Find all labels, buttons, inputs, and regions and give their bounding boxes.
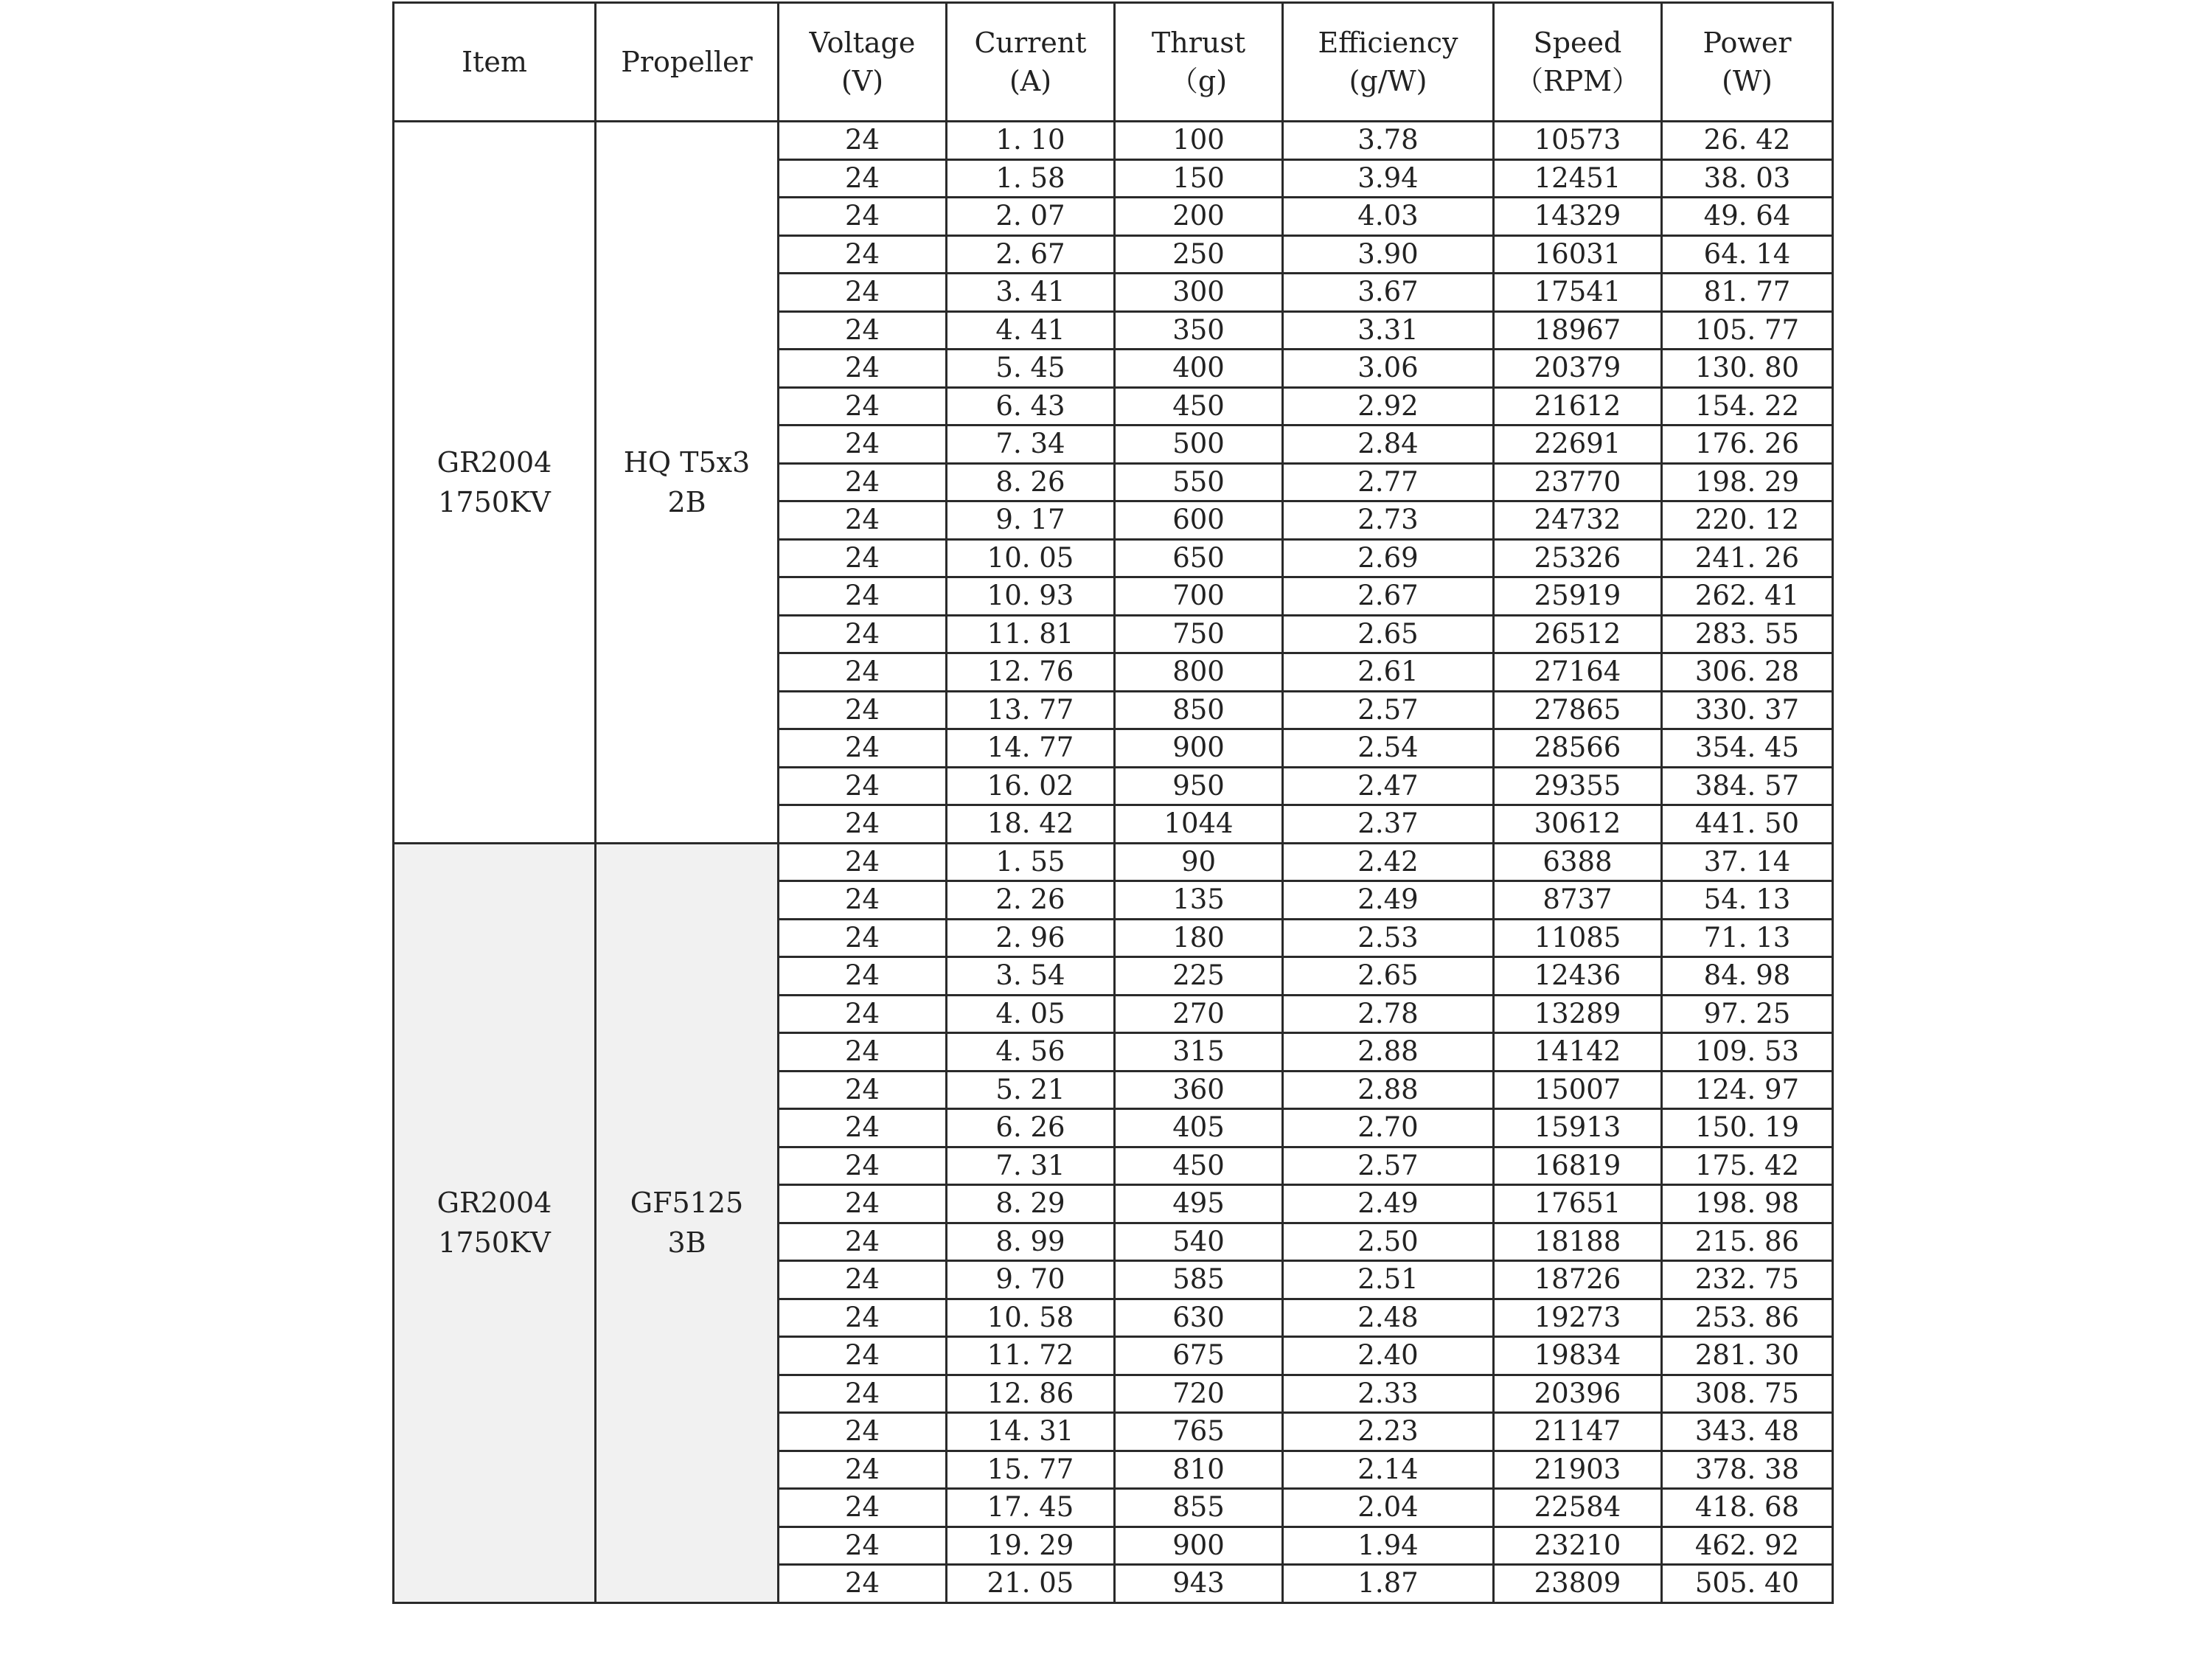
thrust-cell: 943	[1115, 1565, 1283, 1603]
power-cell: 154. 22	[1662, 387, 1833, 426]
current-cell: 5. 45	[947, 350, 1115, 388]
table-body	[394, 122, 1833, 1603]
power-cell: 308. 75	[1662, 1375, 1833, 1413]
current-cell: 13. 77	[947, 691, 1115, 729]
power-cell: 38. 03	[1662, 159, 1833, 198]
speed-cell: 28566	[1494, 729, 1662, 768]
speed-cell: 22691	[1494, 426, 1662, 464]
speed-cell: 18726	[1494, 1261, 1662, 1299]
efficiency-cell: 2.37	[1283, 805, 1494, 844]
power-cell: 49. 64	[1662, 198, 1833, 236]
thrust-cell: 675	[1115, 1337, 1283, 1375]
item-label: 1750KV	[438, 485, 551, 518]
thrust-cell: 400	[1115, 350, 1283, 388]
voltage-cell: 24	[779, 311, 947, 350]
speed-cell: 20379	[1494, 350, 1662, 388]
speed-cell: 6388	[1494, 843, 1662, 881]
thrust-cell: 200	[1115, 198, 1283, 236]
thrust-cell: 495	[1115, 1185, 1283, 1223]
thrust-cell: 810	[1115, 1451, 1283, 1489]
current-cell: 17. 45	[947, 1489, 1115, 1527]
thrust-cell: 350	[1115, 311, 1283, 350]
thrust-cell: 540	[1115, 1223, 1283, 1261]
header-voltage: Voltage (V)	[779, 3, 947, 122]
power-cell: 441. 50	[1662, 805, 1833, 844]
power-cell: 37. 14	[1662, 843, 1833, 881]
speed-cell: 15007	[1494, 1071, 1662, 1109]
efficiency-cell: 2.50	[1283, 1223, 1494, 1261]
speed-cell: 11085	[1494, 919, 1662, 957]
voltage-cell: 24	[779, 198, 947, 236]
voltage-cell: 24	[779, 1527, 947, 1565]
speed-cell: 25326	[1494, 539, 1662, 577]
voltage-cell: 24	[779, 463, 947, 501]
efficiency-cell: 2.69	[1283, 539, 1494, 577]
thrust-cell: 850	[1115, 691, 1283, 729]
current-cell: 11. 72	[947, 1337, 1115, 1375]
propeller-label: 3B	[667, 1226, 706, 1259]
speed-cell: 18967	[1494, 311, 1662, 350]
current-cell: 4. 05	[947, 995, 1115, 1033]
efficiency-cell: 3.78	[1283, 122, 1494, 160]
efficiency-cell: 2.40	[1283, 1337, 1494, 1375]
speed-cell: 21147	[1494, 1413, 1662, 1451]
efficiency-cell: 2.84	[1283, 426, 1494, 464]
thrust-cell: 360	[1115, 1071, 1283, 1109]
efficiency-cell: 4.03	[1283, 198, 1494, 236]
current-cell: 14. 31	[947, 1413, 1115, 1451]
item-label: GR2004	[437, 445, 552, 479]
propeller-label: HQ T5x3	[623, 445, 751, 479]
efficiency-cell: 3.67	[1283, 274, 1494, 312]
power-cell: 26. 42	[1662, 122, 1833, 160]
power-cell: 306. 28	[1662, 653, 1833, 692]
item-label: 1750KV	[438, 1226, 551, 1259]
voltage-cell: 24	[779, 350, 947, 388]
voltage-cell: 24	[779, 919, 947, 957]
speed-cell: 29355	[1494, 767, 1662, 805]
speed-cell: 19834	[1494, 1337, 1662, 1375]
current-cell: 1. 10	[947, 122, 1115, 160]
propeller-cell	[596, 843, 779, 1602]
speed-cell: 14142	[1494, 1033, 1662, 1072]
header-thrust: Thrust （g)	[1115, 3, 1283, 122]
current-cell: 7. 34	[947, 426, 1115, 464]
thrust-cell: 100	[1115, 122, 1283, 160]
voltage-cell: 24	[779, 501, 947, 540]
efficiency-cell: 2.14	[1283, 1451, 1494, 1489]
current-cell: 10. 05	[947, 539, 1115, 577]
propeller-cell	[596, 122, 779, 844]
speed-cell: 23809	[1494, 1565, 1662, 1603]
current-cell: 4. 41	[947, 311, 1115, 350]
power-cell: 232. 75	[1662, 1261, 1833, 1299]
power-cell: 109. 53	[1662, 1033, 1833, 1072]
voltage-cell: 24	[779, 426, 947, 464]
current-cell: 16. 02	[947, 767, 1115, 805]
current-cell: 4. 56	[947, 1033, 1115, 1072]
thrust-cell: 585	[1115, 1261, 1283, 1299]
efficiency-cell: 2.61	[1283, 653, 1494, 692]
current-cell: 12. 86	[947, 1375, 1115, 1413]
voltage-cell: 24	[779, 1185, 947, 1223]
header-power: Power (W)	[1662, 3, 1833, 122]
thrust-cell: 500	[1115, 426, 1283, 464]
voltage-cell: 24	[779, 805, 947, 844]
current-cell: 18. 42	[947, 805, 1115, 844]
voltage-cell: 24	[779, 691, 947, 729]
power-cell: 343. 48	[1662, 1413, 1833, 1451]
efficiency-cell: 2.42	[1283, 843, 1494, 881]
current-cell: 1. 58	[947, 159, 1115, 198]
power-cell: 215. 86	[1662, 1223, 1833, 1261]
voltage-cell: 24	[779, 995, 947, 1033]
efficiency-cell: 1.87	[1283, 1565, 1494, 1603]
current-cell: 2. 26	[947, 881, 1115, 920]
efficiency-cell: 2.65	[1283, 957, 1494, 996]
voltage-cell: 24	[779, 881, 947, 920]
power-cell: 64. 14	[1662, 235, 1833, 274]
current-cell: 10. 58	[947, 1299, 1115, 1337]
voltage-cell: 24	[779, 1451, 947, 1489]
voltage-cell: 24	[779, 615, 947, 653]
voltage-cell: 24	[779, 235, 947, 274]
speed-cell: 21612	[1494, 387, 1662, 426]
power-cell: 124. 97	[1662, 1071, 1833, 1109]
speed-cell: 21903	[1494, 1451, 1662, 1489]
efficiency-cell: 2.92	[1283, 387, 1494, 426]
power-cell: 262. 41	[1662, 577, 1833, 616]
efficiency-cell: 3.31	[1283, 311, 1494, 350]
thrust-cell: 900	[1115, 1527, 1283, 1565]
speed-cell: 17541	[1494, 274, 1662, 312]
current-cell: 9. 70	[947, 1261, 1115, 1299]
current-cell: 7. 31	[947, 1147, 1115, 1185]
power-cell: 241. 26	[1662, 539, 1833, 577]
table-row	[394, 122, 1833, 160]
speed-cell: 22584	[1494, 1489, 1662, 1527]
current-cell: 19. 29	[947, 1527, 1115, 1565]
power-cell: 330. 37	[1662, 691, 1833, 729]
power-cell: 150. 19	[1662, 1109, 1833, 1147]
current-cell: 8. 26	[947, 463, 1115, 501]
power-cell: 71. 13	[1662, 919, 1833, 957]
thrust-cell: 315	[1115, 1033, 1283, 1072]
power-cell: 505. 40	[1662, 1565, 1833, 1603]
thrust-cell: 765	[1115, 1413, 1283, 1451]
thrust-cell: 450	[1115, 387, 1283, 426]
efficiency-cell: 2.67	[1283, 577, 1494, 616]
power-cell: 130. 80	[1662, 350, 1833, 388]
thrust-cell: 750	[1115, 615, 1283, 653]
speed-cell: 23770	[1494, 463, 1662, 501]
thrust-cell: 150	[1115, 159, 1283, 198]
thrust-cell: 630	[1115, 1299, 1283, 1337]
thrust-cell: 270	[1115, 995, 1283, 1033]
power-cell: 253. 86	[1662, 1299, 1833, 1337]
voltage-cell: 24	[779, 159, 947, 198]
thrust-cell: 800	[1115, 653, 1283, 692]
current-cell: 5. 21	[947, 1071, 1115, 1109]
efficiency-cell: 2.53	[1283, 919, 1494, 957]
thrust-cell: 1044	[1115, 805, 1283, 844]
voltage-cell: 24	[779, 274, 947, 312]
voltage-cell: 24	[779, 1071, 947, 1109]
thrust-cell: 135	[1115, 881, 1283, 920]
current-cell: 10. 93	[947, 577, 1115, 616]
header-item: Item	[394, 3, 596, 122]
speed-cell: 12451	[1494, 159, 1662, 198]
current-cell: 2. 96	[947, 919, 1115, 957]
efficiency-cell: 2.04	[1283, 1489, 1494, 1527]
speed-cell: 30612	[1494, 805, 1662, 844]
efficiency-cell: 1.94	[1283, 1527, 1494, 1565]
power-cell: 175. 42	[1662, 1147, 1833, 1185]
propeller-label: GF5125	[630, 1187, 744, 1219]
thrust-cell: 700	[1115, 577, 1283, 616]
current-cell: 2. 67	[947, 235, 1115, 274]
speed-cell: 18188	[1494, 1223, 1662, 1261]
item-cell	[394, 122, 596, 844]
speed-cell: 16819	[1494, 1147, 1662, 1185]
power-cell: 54. 13	[1662, 881, 1833, 920]
power-cell: 283. 55	[1662, 615, 1833, 653]
power-cell: 105. 77	[1662, 311, 1833, 350]
motor-performance-table	[392, 1, 1834, 1604]
speed-cell: 26512	[1494, 615, 1662, 653]
efficiency-cell: 2.65	[1283, 615, 1494, 653]
current-cell: 6. 26	[947, 1109, 1115, 1147]
efficiency-cell: 2.51	[1283, 1261, 1494, 1299]
header-speed: Speed （RPM）	[1494, 3, 1662, 122]
thrust-cell: 720	[1115, 1375, 1283, 1413]
current-cell: 1. 55	[947, 843, 1115, 881]
thrust-cell: 300	[1115, 274, 1283, 312]
current-cell: 11. 81	[947, 615, 1115, 653]
current-cell: 6. 43	[947, 387, 1115, 426]
power-cell: 97. 25	[1662, 995, 1833, 1033]
power-cell: 198. 29	[1662, 463, 1833, 501]
header-propeller: Propeller	[596, 3, 779, 122]
voltage-cell: 24	[779, 1147, 947, 1185]
power-cell: 354. 45	[1662, 729, 1833, 768]
voltage-cell: 24	[779, 843, 947, 881]
speed-cell: 10573	[1494, 122, 1662, 160]
current-cell: 3. 54	[947, 957, 1115, 996]
voltage-cell: 24	[779, 1337, 947, 1375]
efficiency-cell: 2.77	[1283, 463, 1494, 501]
current-cell: 15. 77	[947, 1451, 1115, 1489]
voltage-cell: 24	[779, 122, 947, 160]
speed-cell: 24732	[1494, 501, 1662, 540]
header-row	[394, 3, 1833, 122]
efficiency-cell: 3.90	[1283, 235, 1494, 274]
voltage-cell: 24	[779, 577, 947, 616]
voltage-cell: 24	[779, 1489, 947, 1527]
current-cell: 3. 41	[947, 274, 1115, 312]
power-cell: 462. 92	[1662, 1527, 1833, 1565]
voltage-cell: 24	[779, 387, 947, 426]
power-cell: 220. 12	[1662, 501, 1833, 540]
current-cell: 12. 76	[947, 653, 1115, 692]
voltage-cell: 24	[779, 1223, 947, 1261]
efficiency-cell: 2.70	[1283, 1109, 1494, 1147]
current-cell: 14. 77	[947, 729, 1115, 768]
current-cell: 9. 17	[947, 501, 1115, 540]
efficiency-cell: 2.48	[1283, 1299, 1494, 1337]
power-cell: 84. 98	[1662, 957, 1833, 996]
voltage-cell: 24	[779, 1413, 947, 1451]
efficiency-cell: 2.49	[1283, 881, 1494, 920]
thrust-cell: 855	[1115, 1489, 1283, 1527]
speed-cell: 20396	[1494, 1375, 1662, 1413]
power-cell: 418. 68	[1662, 1489, 1833, 1527]
efficiency-cell: 2.23	[1283, 1413, 1494, 1451]
speed-cell: 12436	[1494, 957, 1662, 996]
power-cell: 176. 26	[1662, 426, 1833, 464]
speed-cell: 27865	[1494, 691, 1662, 729]
efficiency-cell: 2.33	[1283, 1375, 1494, 1413]
thrust-cell: 225	[1115, 957, 1283, 996]
speed-cell: 8737	[1494, 881, 1662, 920]
efficiency-cell: 2.47	[1283, 767, 1494, 805]
power-cell: 378. 38	[1662, 1451, 1833, 1489]
voltage-cell: 24	[779, 729, 947, 768]
thrust-cell: 900	[1115, 729, 1283, 768]
thrust-cell: 90	[1115, 843, 1283, 881]
voltage-cell: 24	[779, 1299, 947, 1337]
current-cell: 21. 05	[947, 1565, 1115, 1603]
speed-cell: 14329	[1494, 198, 1662, 236]
efficiency-cell: 3.06	[1283, 350, 1494, 388]
thrust-cell: 250	[1115, 235, 1283, 274]
power-cell: 384. 57	[1662, 767, 1833, 805]
thrust-cell: 405	[1115, 1109, 1283, 1147]
thrust-cell: 650	[1115, 539, 1283, 577]
table-row	[394, 843, 1833, 881]
efficiency-cell: 2.54	[1283, 729, 1494, 768]
header-current: Current (A)	[947, 3, 1115, 122]
speed-cell: 16031	[1494, 235, 1662, 274]
thrust-cell: 600	[1115, 501, 1283, 540]
power-cell: 198. 98	[1662, 1185, 1833, 1223]
speed-cell: 19273	[1494, 1299, 1662, 1337]
efficiency-cell: 2.57	[1283, 691, 1494, 729]
propeller-label: 2B	[667, 485, 706, 518]
header-efficiency: Efficiency (g/W)	[1283, 3, 1494, 122]
voltage-cell: 24	[779, 653, 947, 692]
voltage-cell: 24	[779, 1565, 947, 1603]
speed-cell: 13289	[1494, 995, 1662, 1033]
speed-cell: 15913	[1494, 1109, 1662, 1147]
current-cell: 2. 07	[947, 198, 1115, 236]
voltage-cell: 24	[779, 1261, 947, 1299]
thrust-cell: 950	[1115, 767, 1283, 805]
efficiency-cell: 2.88	[1283, 1071, 1494, 1109]
voltage-cell: 24	[779, 1375, 947, 1413]
item-label: GR2004	[437, 1187, 552, 1219]
current-cell: 8. 29	[947, 1185, 1115, 1223]
efficiency-cell: 3.94	[1283, 159, 1494, 198]
efficiency-cell: 2.88	[1283, 1033, 1494, 1072]
efficiency-cell: 2.73	[1283, 501, 1494, 540]
efficiency-cell: 2.49	[1283, 1185, 1494, 1223]
power-cell: 281. 30	[1662, 1337, 1833, 1375]
voltage-cell: 24	[779, 1109, 947, 1147]
efficiency-cell: 2.57	[1283, 1147, 1494, 1185]
power-cell: 81. 77	[1662, 274, 1833, 312]
voltage-cell: 24	[779, 1033, 947, 1072]
efficiency-cell: 2.78	[1283, 995, 1494, 1033]
voltage-cell: 24	[779, 957, 947, 996]
item-cell	[394, 843, 596, 1602]
speed-cell: 17651	[1494, 1185, 1662, 1223]
voltage-cell: 24	[779, 767, 947, 805]
current-cell: 8. 99	[947, 1223, 1115, 1261]
thrust-cell: 550	[1115, 463, 1283, 501]
speed-cell: 27164	[1494, 653, 1662, 692]
thrust-cell: 450	[1115, 1147, 1283, 1185]
speed-cell: 25919	[1494, 577, 1662, 616]
voltage-cell: 24	[779, 539, 947, 577]
thrust-cell: 180	[1115, 919, 1283, 957]
speed-cell: 23210	[1494, 1527, 1662, 1565]
